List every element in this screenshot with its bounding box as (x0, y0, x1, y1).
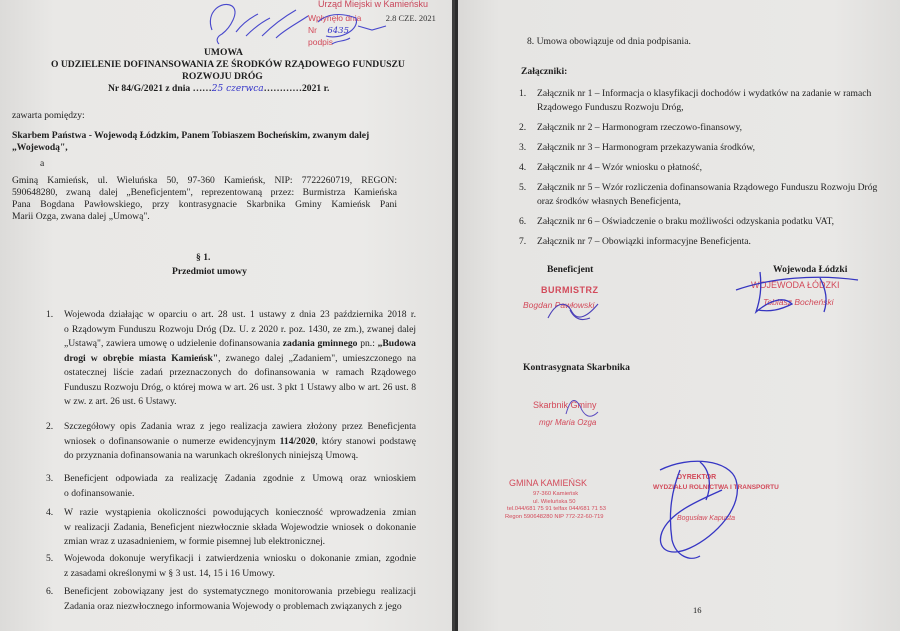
item-line: wniosek o dofinansowanie o numerze ewidencyjnym 114/2020, który stanowi podstawę (64, 435, 416, 447)
gmina-stamp-title: GMINA KAMIEŃSK (509, 478, 588, 488)
item-line: Wojewoda dokonuje weryfikacji i zatwierdzenia wniosku o dokonanie zmian, zgodnie (64, 553, 416, 564)
gmina-stamp-line: ul. Wieluńska 50 (533, 498, 576, 505)
page-number: 16 (693, 605, 702, 615)
section-title: Przedmiot umowy (172, 266, 247, 277)
beneficiary-label: Beneficjent (547, 264, 594, 275)
contract-number-prefix: Nr 84/G/2021 z dnia …… (108, 83, 212, 94)
attachment-line: Załącznik nr 4 – Wzór wniosku o płatność, (537, 162, 703, 173)
item-line: zmian wraz z uzasadnieniem, w formie pisemnej lub elektronicznej. (64, 536, 326, 547)
party2-line4: Marii Ozga, zwana dalej „Umową". (12, 211, 150, 222)
attachment-line: Załącznik nr 3 – Harmonogram przekazywania środków, (537, 142, 756, 153)
item-line: Wojewoda działając w oparciu o art. 28 ust. 1 ustawy z dnia 23 października 2018 r. (64, 309, 416, 320)
document-subtitle-1: O UDZIELENIE DOFINANSOWANIA ZE ŚRODKÓW RZĄDOWEGO FUNDUSZU (51, 59, 405, 70)
item-number: 2. (46, 421, 54, 432)
attachment-number: 5. (519, 182, 527, 193)
item-number: 4. (46, 507, 54, 518)
attachment-number: 2. (519, 122, 527, 133)
item-number: 3. (46, 473, 54, 484)
voivode-stamp-title: WOJEWODA ŁÓDZKI (751, 280, 840, 290)
attachment-number: 6. (519, 216, 527, 227)
director-stamp-title: DYREKTOR (677, 474, 717, 481)
contract-number-suffix: …………2021 r. (263, 83, 330, 94)
party2-line3: Pana Bogdana Pawłowskiego, przy kontrasygnacie Skarbnika Gminy Kamieńsk Pani (12, 199, 397, 210)
item-number: 5. (46, 553, 54, 564)
item-line: ostatecznej liście zadań przeznaczonych do dofinansowania w ramach Rządowego (64, 367, 416, 378)
contract-date-handwritten: 25 czerwca (211, 84, 264, 94)
incoming-stamp-nr-label: Nr (308, 25, 317, 35)
attachment-number: 7. (519, 236, 527, 247)
item-line: w realizacji Zadania, Beneficjent niezwłocznie składa Wojewodzie wniosek o dokonanie (64, 521, 416, 533)
voivode-label: Wojewoda Łódzki (773, 264, 848, 275)
item-line: Beneficjent odpowiada za realizację Zadania zgodnie z Umową oraz wnioskiem (64, 473, 416, 484)
attachment-number: 4. (519, 162, 527, 173)
mayor-stamp-title: BURMISTRZ (541, 285, 599, 295)
and-conjunction: a (40, 158, 45, 169)
party2-line1: Gminą Kamieńsk, ul. Wieluńska 50, 97-360 Kamieńsk, NIP: 7722260719, REGON: (12, 175, 397, 186)
attachment-line: Załącznik nr 5 – Wzór rozliczenia dofinansowania Rządowego Funduszu Rozwoju Dróg (537, 182, 878, 193)
party1-line1: Skarbem Państwa - Wojewodą Łódzkim, Panem Tobiaszem Bocheńskim, zwanym dalej (12, 130, 370, 141)
attachments-title: Załączniki: (521, 66, 568, 77)
gmina-stamp-line: Regon 590648280 NIP 772-22-60-719 (505, 513, 604, 520)
director-stamp-name: Bogusław Kapusta (677, 515, 735, 522)
gmina-stamp-line: tel.044/681 75 91 telfax 044/681 71 53 (507, 506, 606, 512)
party2-line2: 590648280, zwaną dalej „Beneficjentem", reprezentowaną przez: Burmistrza Kamieńska (12, 187, 397, 198)
incoming-stamp-received-label: Wpłynęło dnia (308, 13, 362, 23)
item-line: o Rządowym Funduszu Rozwoju Dróg (Dz. U. z 2020 r. poz. 1430, ze zm.), zwanej dalej (64, 323, 416, 335)
incoming-stamp-office: Urząd Miejski w Kamieńsku (318, 0, 429, 9)
director-signature-icon (660, 461, 737, 558)
item-number: 1. (46, 309, 54, 320)
item-line: w zw. z art. 26 ust. 6 Ustawy. (64, 396, 177, 407)
document-title: UMOWA (204, 47, 243, 58)
section-number: § 1. (196, 252, 211, 263)
item-line: „Ustawą", zawiera umowę o udzielenie dofinansowania zadania gminnego pn.: „Budowa (64, 338, 416, 349)
attachment-number: 1. (519, 88, 527, 99)
attachment-line: Rządowego Funduszu Rozwoju Dróg, (537, 102, 684, 113)
incoming-stamp-signature-label: podpis (308, 37, 334, 47)
item-line: do przyznania dofinansowania na warunkach określonych niniejszą Umową. (64, 450, 359, 461)
incoming-stamp-nr-value: 6435 (327, 26, 349, 36)
item-number: 6. (46, 586, 54, 597)
attachment-line: Załącznik nr 2 – Harmonogram rzeczowo-finansowy, (537, 122, 743, 133)
voivode-signature-icon (736, 272, 858, 312)
treasurer-stamp-title: Skarbnik Gminy (533, 400, 597, 410)
voivode-stamp-name: Tobiasz Bocheński (763, 297, 834, 307)
item-line: Zadania oraz niezwłocznego informowania Wojewody o problemach związanych z jego (64, 600, 402, 612)
gmina-stamp-line: 97-360 Kamieńsk (533, 491, 579, 497)
attachment-line: Załącznik nr 7 – Obowiązki informacyjne Beneficjenta. (537, 236, 751, 247)
mayor-signature-icon (548, 304, 598, 320)
mayor-stamp-name: Bogdan Pawłowski (523, 300, 595, 310)
item-line: Szczegółowy opis Zadania wraz z jego realizacja zawiera złożony przez Beneficjenta (64, 421, 416, 432)
treasurer-label: Kontrasygnata Skarbnika (523, 362, 630, 373)
incoming-stamp-date: 2.8 CZE. 2021 (385, 13, 436, 23)
item-line: Funduszu Rozwoju Dróg, o której mowa w art. 26 ust. 3 pkt 1 Ustawy albo w art. 26 ust. 8 (64, 381, 416, 393)
document-subtitle-2: ROZWOJU DRÓG (182, 71, 263, 82)
item-line: z zasadami określonymi w § 3 ust. 14, 15 i 16 Umowy. (64, 567, 275, 579)
attachment-line: Załącznik nr 6 – Oświadczenie o braku możliwości odzyskania podatku VAT, (537, 216, 835, 227)
party1-line2: „Wojewodą", (12, 142, 68, 153)
attachment-line: Załącznik nr 1 – Informacja o klasyfikacji dochodów i wydatków na zadanie w ramach (537, 88, 872, 99)
attachment-number: 3. (519, 142, 527, 153)
item-line: W razie wystąpienia okoliczności powodujących konieczność wprowadzenia zmian (64, 507, 416, 518)
clause-8: 8. Umowa obowiązuje od dnia podpisania. (527, 36, 691, 47)
director-stamp-dept: WYDZIAŁU ROLNICTWA I TRANSPORTU (653, 484, 779, 491)
attachment-line: oraz środków własnych Beneficjenta, (537, 196, 681, 207)
treasurer-signature-icon (566, 400, 598, 416)
page-gutter (455, 0, 458, 631)
top-handwriting-icon (210, 4, 386, 44)
item-line: Beneficjent zobowiązany jest do systematycznego monitorowania przebiegu realizacji (64, 586, 416, 597)
concluded-between: zawarta pomiędzy: (12, 110, 85, 121)
item-line: drogi w obrębie miasta Kamieńsk", zwanego dalej „Zadaniem", umieszczonego na (64, 352, 416, 364)
treasurer-stamp-name: mgr Maria Ozga (539, 418, 597, 427)
item-line: o dofinansowanie. (64, 487, 135, 499)
